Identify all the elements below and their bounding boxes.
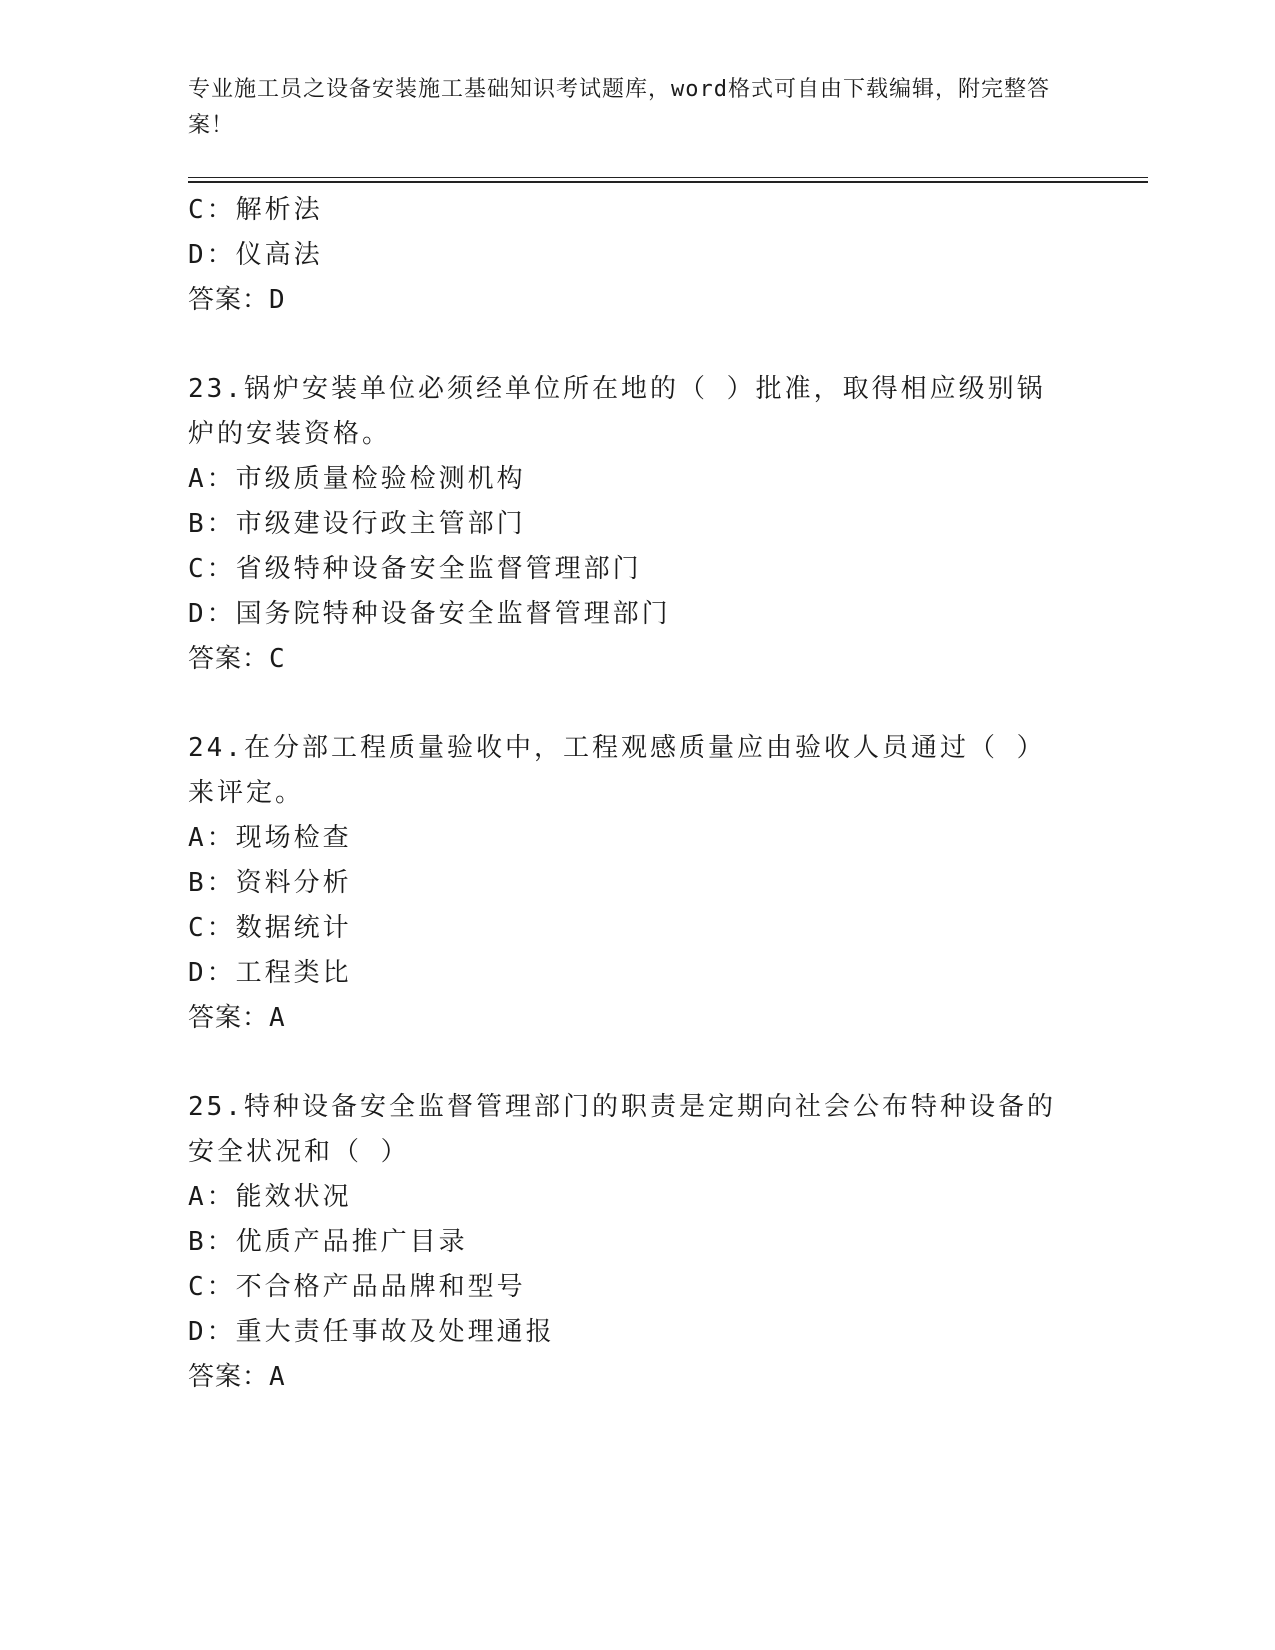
option-b: B：市级建设行政主管部门 <box>188 509 526 539</box>
carryover-block <box>188 188 1088 323</box>
question-stem: 23.锅炉安装单位必须经单位所在地的（ ）批准，取得相应级别锅炉的安装资格。 <box>188 374 1046 449</box>
option-a: A：能效状况 <box>188 1182 352 1212</box>
option-b: B：优质产品推广目录 <box>188 1227 468 1257</box>
header-divider-thick <box>188 181 1148 183</box>
option-b: B：资料分析 <box>188 868 352 898</box>
answer-text: 答案：D <box>188 285 286 315</box>
option-d: D：仪高法 <box>188 240 323 270</box>
question-23 <box>188 367 1088 682</box>
option-a: A：现场检查 <box>188 823 352 853</box>
option-a: A：市级质量检验检测机构 <box>188 464 526 494</box>
option-d: D：重大责任事故及处理通报 <box>188 1317 555 1347</box>
answer-text: 答案：A <box>188 1362 286 1392</box>
option-c: C：解析法 <box>188 195 323 225</box>
option-c: C：省级特种设备安全监督管理部门 <box>188 554 642 584</box>
answer-text: 答案：C <box>188 644 286 674</box>
option-d: D：国务院特种设备安全监督管理部门 <box>188 599 671 629</box>
option-c: C：不合格产品品牌和型号 <box>188 1272 526 1302</box>
option-c: C：数据统计 <box>188 913 352 943</box>
answer-text: 答案：A <box>188 1003 286 1033</box>
header-divider-thin <box>188 177 1148 178</box>
question-24 <box>188 726 1088 1041</box>
question-list <box>188 188 1088 1400</box>
question-25 <box>188 1085 1088 1400</box>
page-header: 专业施工员之设备安装施工基础知识考试题库，word格式可自由下载编辑，附完整答案！ <box>188 77 1050 138</box>
question-stem: 24.在分部工程质量验收中，工程观感质量应由验收人员通过（ ）来评定。 <box>188 733 1046 808</box>
option-d: D：工程类比 <box>188 958 352 988</box>
question-stem: 25.特种设备安全监督管理部门的职责是定期向社会公布特种设备的安全状况和（ ） <box>188 1092 1056 1167</box>
